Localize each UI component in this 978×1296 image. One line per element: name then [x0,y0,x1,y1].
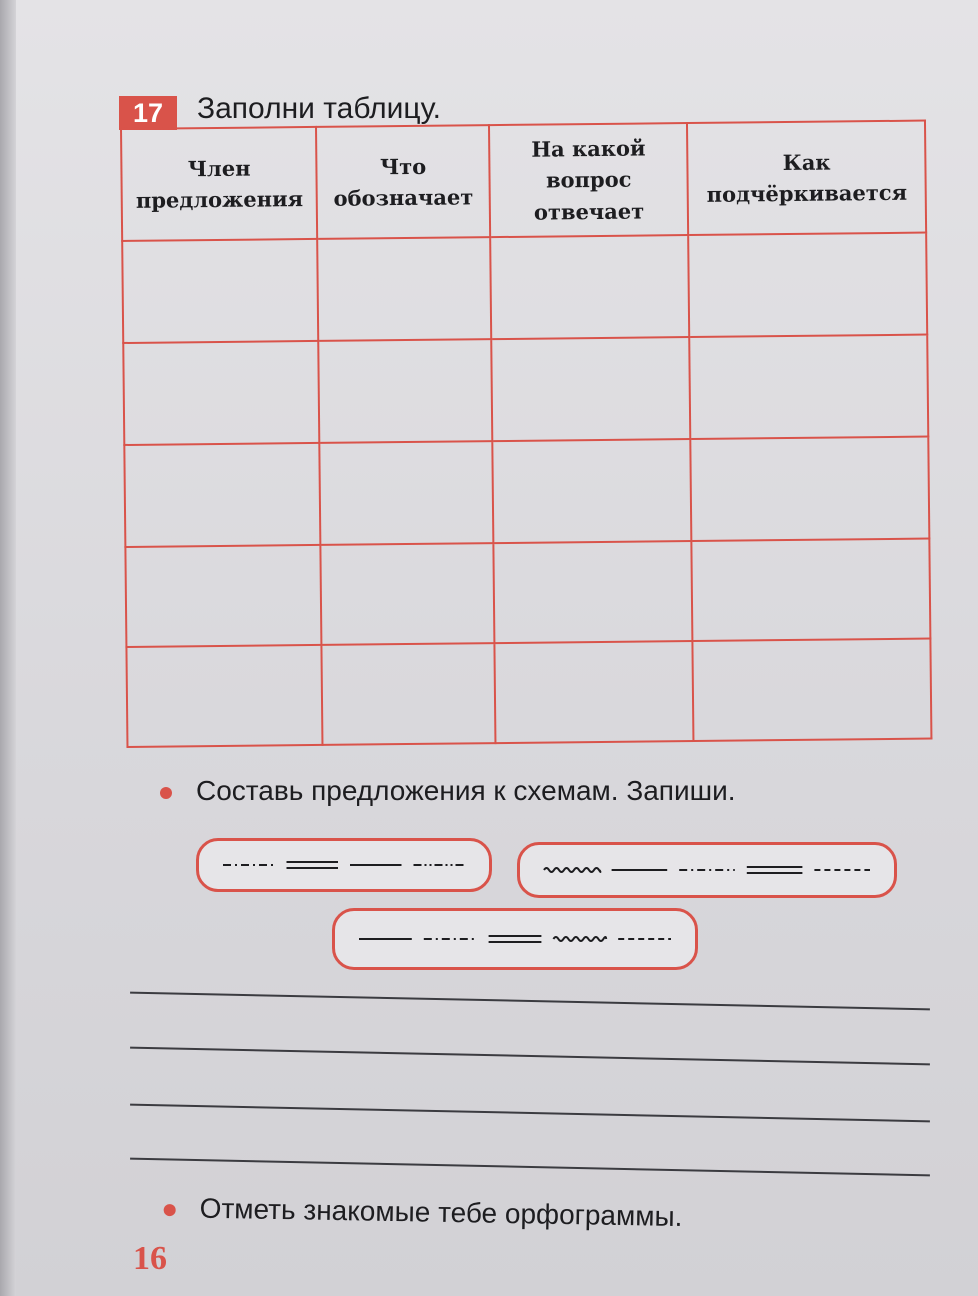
table-cell[interactable] [494,641,694,743]
header-what-denotes [316,125,490,239]
table-cell[interactable] [125,545,322,647]
fill-in-table [120,120,932,748]
writing-line[interactable] [130,1047,930,1066]
schema-mark-wavy [553,937,606,941]
schema-mark-wavy [544,868,600,872]
table-cell[interactable] [318,237,491,341]
header-line: Член [187,155,251,181]
book-spine [0,0,16,1296]
table-row [123,335,928,445]
header-line: Что [379,153,427,179]
task-compose-sentences [160,775,736,807]
table-cell[interactable] [122,239,319,343]
header-line: подчёркивается [706,179,908,207]
task-mark-text: Отметь знакомые тебе орфограммы. [199,1192,683,1233]
bullet-icon [164,1204,176,1216]
header-line: Как [782,149,831,175]
table-cell[interactable] [691,437,930,541]
writing-line[interactable] [130,992,930,1011]
table-cell[interactable] [321,543,494,645]
schema-lines [199,841,489,889]
task-mark-spellings [163,1192,682,1233]
table-cell[interactable] [319,339,492,443]
exercise-title: Заполни таблицу. [197,92,441,125]
table-cell[interactable] [493,541,693,643]
header-line: обозначает [333,184,474,211]
header-line: вопрос [545,166,632,193]
header-line: отвечает [533,198,645,225]
sentence-schema-3 [332,908,698,970]
sentence-schema-2 [517,842,897,898]
header-sentence-member [121,127,318,241]
schema-mark-double [287,862,339,868]
bullet-icon [160,787,172,799]
table-cell[interactable] [491,337,691,441]
table-row [125,539,930,647]
table-row [126,639,931,747]
writing-line[interactable] [130,1158,930,1177]
header-which-question [489,123,689,237]
table-cell[interactable] [693,639,932,741]
task-compose-text: Составь предложения к схемам. Запиши. [196,775,736,806]
table-cell[interactable] [689,233,928,337]
header-how-underlined [687,121,926,235]
table-row [122,233,927,343]
schema-lines [520,845,894,895]
schema-mark-double [747,867,803,873]
sentence-schema-1 [196,838,492,892]
exercise-number-badge: 17 [119,96,177,130]
header-line: На какой [531,135,646,162]
writing-line[interactable] [130,1104,930,1123]
table-cell[interactable] [492,439,692,543]
schema-lines [335,911,695,967]
table-cell[interactable] [692,539,931,641]
table-cell[interactable] [124,443,321,547]
table-cell[interactable] [320,441,493,545]
header-line: предложения [135,186,304,213]
table-cell[interactable] [126,645,323,747]
schema-mark-double [489,936,542,942]
table-cell[interactable] [322,643,495,745]
table-cell[interactable] [690,335,929,439]
table-row [124,437,929,547]
table-header-row [121,121,926,241]
table-cell[interactable] [490,235,690,339]
page-number: 16 [133,1240,167,1277]
table-cell[interactable] [123,341,320,445]
